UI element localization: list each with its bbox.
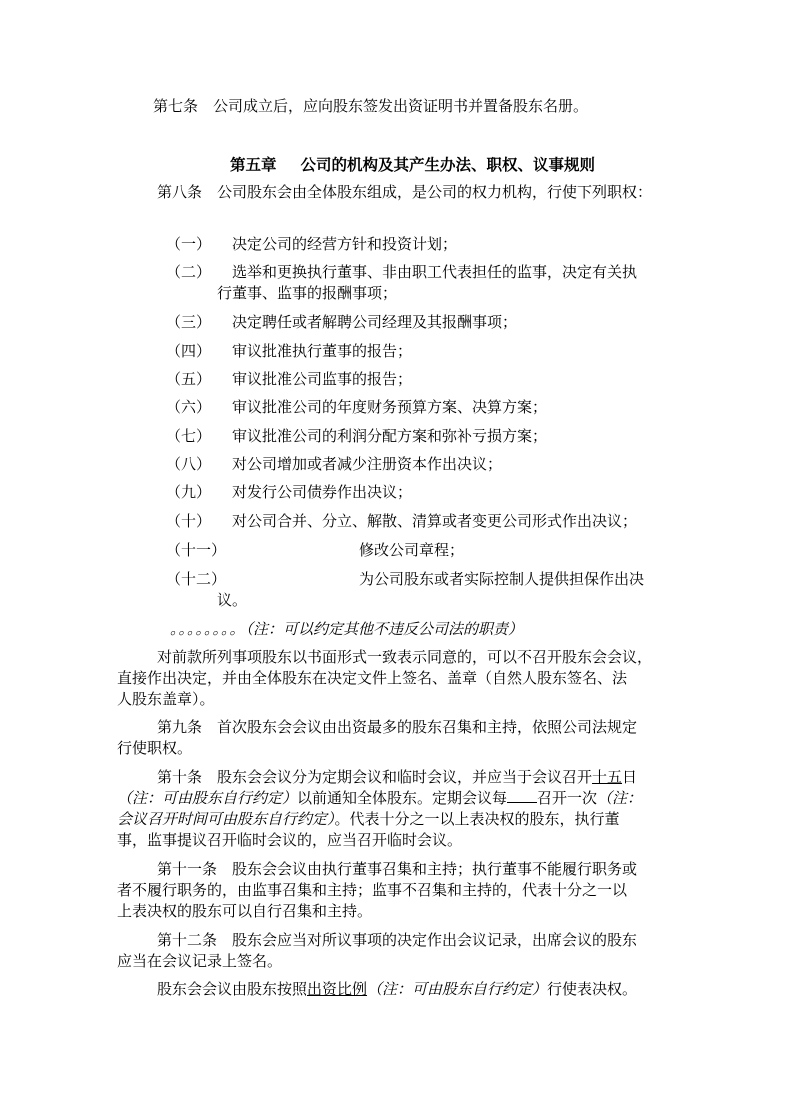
article-8-intro: 第八条 公司股东会由全体股东组成，是公司的权力机构，行使下列职权： (157, 183, 653, 201)
note-text: （注： (597, 789, 643, 807)
power-label: （五） (166, 370, 212, 388)
power-label: （七） (166, 427, 212, 445)
power-text-cont: 行董事、监事的报酬事项； (217, 284, 398, 302)
power-text: 审议批准执行董事的报告； (232, 342, 413, 360)
power-text: 决定聘任或者解聘公司经理及其报酬事项； (232, 313, 518, 331)
power-text: 对公司增加或者减少注册资本作出决议； (232, 455, 503, 473)
voting-text: 行使表决权。 (547, 980, 638, 998)
paragraph-line: 对前款所列事项股东以书面形式一致表示同意的，可以不召开股东会会议， (157, 648, 653, 666)
power-text: 修改公司章程； (359, 541, 465, 559)
article-12-line: 第十二条 股东会应当对所议事项的决定作出会议记录，出席会议的股东 (157, 931, 638, 949)
article-12-line: 应当在会议记录上签名。 (117, 952, 283, 970)
power-label: （十一） (166, 541, 227, 559)
power-text: 审议批准公司的年度财务预算方案、决算方案； (232, 398, 548, 416)
article-9-line: 第九条 首次股东会会议由出资最多的股东召集和主持，依照公司法规定 (157, 718, 638, 736)
paragraph-line: 直接作出决定，并由全体股东在决定文件上签名、盖章（自然人股东签名、法 (117, 669, 628, 687)
note-text: 会议召开时间可由股东自行约定） (117, 810, 335, 828)
article-11-line: 者不履行职务的，由监事召集和主持；监事不召集和主持的，代表十分之一以 (117, 881, 628, 899)
article-11-line: 第十一条 股东会会议由执行董事召集和主持；执行董事不能履行职务或 (157, 860, 638, 878)
note-text: （注：可以约定其他不违反公司法的职责） (245, 620, 524, 638)
article-11-line: 上表决权的股东可以自行召集和主持。 (117, 902, 373, 920)
power-label: （九） (166, 483, 212, 501)
power-label: （二） (166, 263, 212, 281)
blank-field (507, 788, 537, 803)
article-10-line: 事，监事提议召开临时会议的，应当召开临时会议。 (117, 831, 463, 849)
article-9-line: 行使职权。 (117, 739, 193, 757)
power-text: 为公司股东或者实际控制人提供担保作出决 (359, 570, 645, 588)
ellipsis-dots: 。。。。。。。。 (170, 620, 246, 638)
article-10-line (117, 788, 642, 808)
note-text: （注：可由股东自行约定） (117, 789, 298, 807)
article-7: 第七条 公司成立后，应向股东签发出资证明书并置备股东名册。 (153, 97, 589, 115)
article-10-text: 召开一次 (537, 789, 598, 807)
power-text: 审议批准公司的利润分配方案和弥补亏损方案； (232, 427, 548, 445)
notice-days: 十五 (592, 768, 623, 786)
article-10-text: 日 (622, 768, 638, 786)
power-text: 对发行公司债券作出决议； (232, 483, 413, 501)
article-10-line (117, 809, 620, 829)
paragraph-line: 人股东盖章）。 (117, 690, 215, 708)
voting-line (157, 979, 637, 999)
power-label: （十二） (166, 570, 227, 588)
article-10-text: 。代表十分之一以上表决权的股东，执行董 (334, 810, 620, 828)
voting-basis: 出资比例 (307, 980, 368, 998)
power-label: （十） (166, 512, 212, 530)
article-10-text: 第十条 股东会会议分为定期会议和临时会议，并应当于会议召开 (157, 768, 593, 786)
chapter-title: 公司的机构及其产生办法、职权、议事规则 (300, 155, 596, 174)
chapter-number: 第五章 (230, 155, 277, 174)
note-text: （注：可由股东自行约定） (367, 980, 548, 998)
article-10-line (157, 767, 637, 787)
power-label: （六） (166, 398, 212, 416)
power-text: 决定公司的经营方针和投资计划； (232, 235, 458, 253)
power-text: 选举和更换执行董事、非由职工代表担任的监事，决定有关执 (232, 263, 638, 281)
chapter-5-heading (230, 155, 595, 175)
voting-text: 股东会会议由股东按照 (157, 980, 308, 998)
power-text: 对公司合并、分立、解散、清算或者变更公司形式作出决议； (232, 512, 638, 530)
power-label: （四） (166, 342, 212, 360)
power-text-cont: 议。 (217, 591, 248, 609)
article-10-text: 以前通知全体股东。定期会议每 (297, 789, 508, 807)
power-label: （三） (166, 313, 212, 331)
power-label: （一） (166, 235, 212, 253)
power-label: （八） (166, 455, 212, 473)
ellipsis-note (170, 619, 523, 639)
power-text: 审议批准公司监事的报告； (232, 370, 413, 388)
